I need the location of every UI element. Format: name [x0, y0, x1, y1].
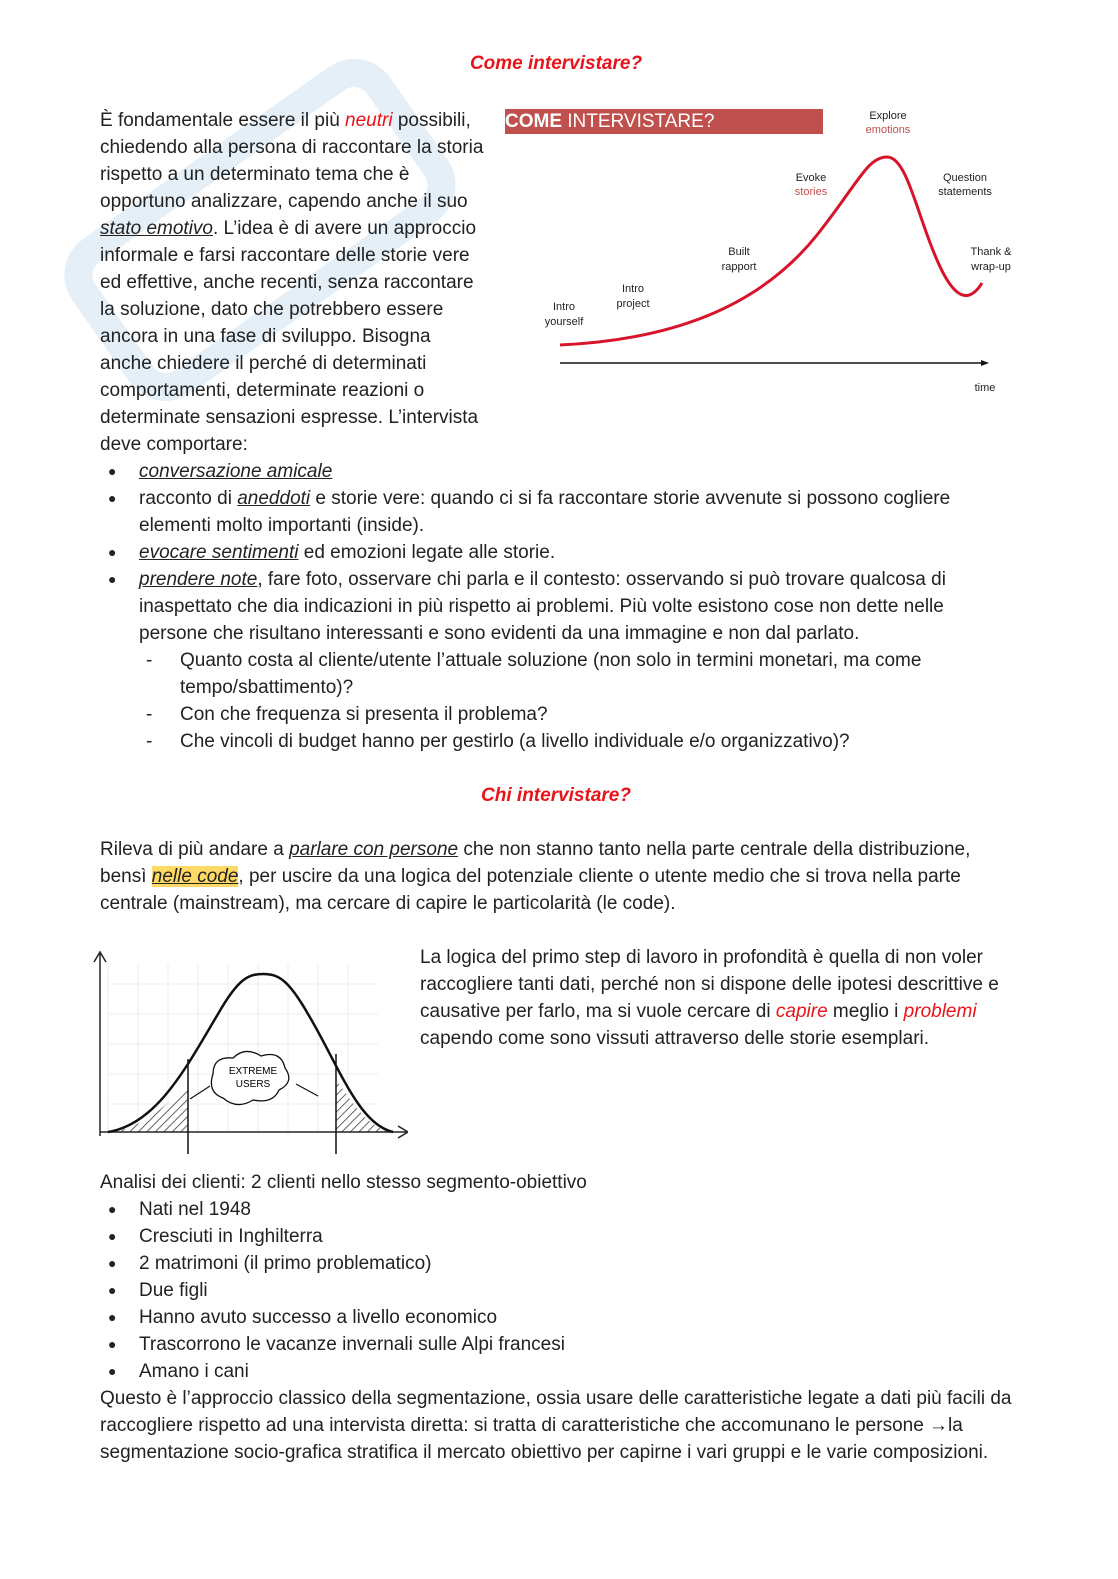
list-item: ● racconto di aneddoti e storie vere: quando ci si fa raccontare storie avvenute si possono cogliere elementi molto importanti (inside). — [100, 485, 1012, 539]
list-item: ● prendere note, fare foto, osservare chi parla e il contesto: osservando si può trovare qualcosa di inaspettato che dia indicazioni in più rispetto ai problemi. Più volte esistono cose non dette nelle persone che risultano interessanti e sono evidenti da una immagine e non dal parlato. — [100, 566, 1012, 647]
svg-text:project: project — [616, 298, 650, 310]
list-item: ● Cresciuti in Inghilterra — [100, 1223, 1012, 1250]
svg-text:rapport: rapport — [721, 261, 757, 273]
list-item: - Quanto costa al cliente/utente l’attuale soluzione (non solo in termini monetari, ma come tempo/sbattimento)? — [180, 647, 1012, 701]
svg-text:Intro: Intro — [621, 283, 645, 295]
svg-text:time: time — [974, 382, 996, 394]
intro-paragraph: È fondamentale essere il più neutri possibili, chiedendo alla persona di raccontare la storia rispetto a un determinato tema che è opportuno analizzare, capendo anche il suo stato emotivo. L’idea è di avere un approccio informale e farsi raccontare delle storie vere ed effettive, anche recenti, senza raccontare la soluzione, dato che potrebbero essere ancora in una fase di sviluppo. Bisogna anche chiedere il perché di determinati comportamenti, determinate reazioni o determinate sensazioni espresse. L’intervista deve comportare: — [100, 110, 484, 455]
client-traits-list — [100, 1196, 1012, 1385]
segmentation-paragraph: Questo è l’approccio classico della segmentazione, ossia usare delle caratteristiche legate a dati più facili da raccogliere rispetto ad una intervista diretta: si tratta di caratteristiche che accomunano le persone →la segmentazione socio-grafica stratifica il mercato obiettivo per capirne i vari gruppi e le varie composizioni. — [100, 1388, 1012, 1463]
extreme-users-paragraph: Rileva di più andare a parlare con persone che non stanno tanto nella parte centrale della distribuzione, bensì nelle code, per uscire da una logica del potenziale cliente o utente medio che si trova nella parte centrale (mainstream), ma cercare di capire le particolarità (le code). — [100, 839, 971, 914]
svg-text:stories: stories — [794, 186, 828, 198]
svg-text:emotions: emotions — [865, 124, 911, 136]
list-item: ● Hanno avuto successo a livello economico — [100, 1304, 1012, 1331]
list-item: ● 2 matrimoni (il primo problematico) — [100, 1250, 1012, 1277]
list-item: ● Due figli — [100, 1277, 1012, 1304]
deep-dive-paragraph: La logica del primo step di lavoro in profondità è quella di non voler raccogliere tanti dati, perché non si dispone delle ipotesi descrittive e causative per farlo, ma si vuole cercare di capire meglio i problemi capendo come sono vissuti attraverso delle storie esemplari. — [420, 947, 999, 1049]
cloud-icon — [211, 1051, 288, 1104]
svg-text:wrap-up: wrap-up — [971, 261, 1011, 273]
svg-text:Question: Question — [942, 172, 988, 184]
svg-text:Thank &: Thank & — [970, 246, 1012, 258]
svg-text:Intro: Intro — [552, 301, 576, 313]
svg-text:statements: statements — [938, 186, 992, 198]
svg-text:Evoke: Evoke — [795, 172, 827, 184]
list-item: ● evocare sentimenti ed emozioni legate alle storie. — [100, 539, 1012, 566]
engagement-curve — [560, 157, 982, 345]
list-item: ● conversazione amicale — [100, 458, 1012, 485]
interview-curve-figure — [497, 107, 1017, 427]
figure-banner-text: COME INTERVISTARE? — [505, 111, 715, 132]
svg-text:Explore: Explore — [869, 110, 907, 122]
question-list — [100, 647, 1012, 755]
list-item: ● Trascorrono le vacanze invernali sulle Alpi francesi — [100, 1331, 1012, 1358]
client-analysis-heading: Analisi dei clienti: 2 clienti nello stesso segmento-obiettivo — [100, 1172, 587, 1193]
list-item: - Con che frequenza si presenta il problema? — [180, 701, 1012, 728]
list-item: ● Nati nel 1948 — [100, 1196, 1012, 1223]
interview-bullets — [100, 458, 1012, 647]
svg-text:yourself: yourself — [544, 316, 584, 328]
list-item: - Che vincoli di budget hanno per gestirlo (a livello individuale e/o organizzativo)? — [180, 728, 1012, 755]
extreme-users-figure — [88, 944, 408, 1154]
svg-text:Built: Built — [728, 246, 750, 258]
svg-text:EXTREME: EXTREME — [228, 1066, 278, 1077]
svg-text:USERS: USERS — [235, 1079, 271, 1090]
heading-come-intervistare: Come intervistare? — [469, 53, 643, 74]
heading-chi-intervistare: Chi intervistare? — [481, 785, 631, 806]
list-item: ● Amano i cani — [100, 1358, 1012, 1385]
